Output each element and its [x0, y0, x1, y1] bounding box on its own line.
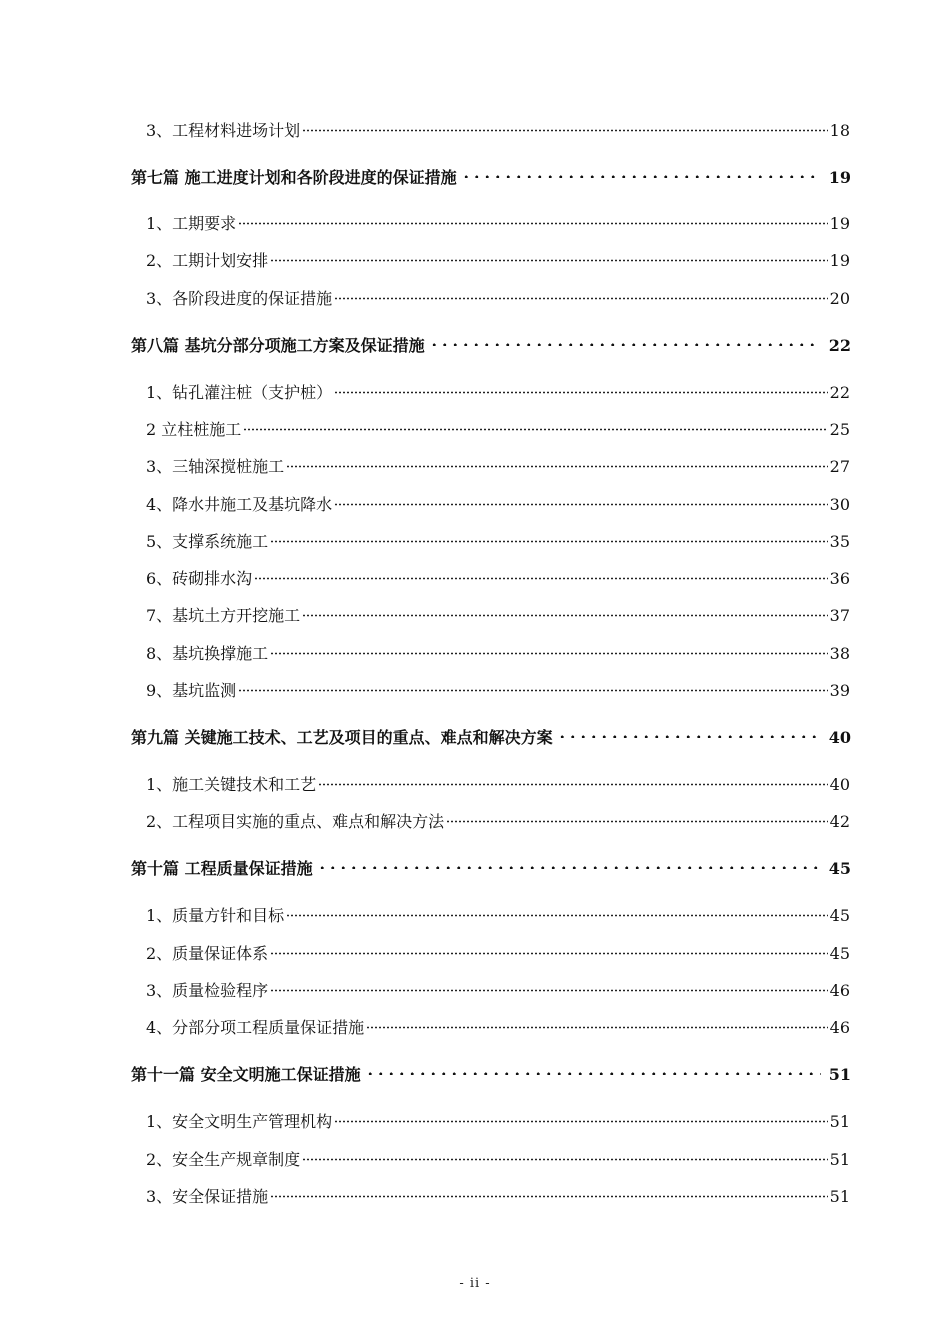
toc-entry-title: 4、分部分项工程质量保证措施 [146, 1018, 365, 1037]
toc-entry-title: 7、基坑土方开挖施工 [146, 606, 301, 625]
toc-page-number: 46 [829, 1018, 850, 1037]
dot-leader [557, 735, 821, 738]
toc-item[interactable] [146, 213, 850, 235]
toc-item[interactable] [146, 250, 850, 272]
toc-page-number: 42 [829, 812, 850, 831]
toc-page-number: 51 [829, 1150, 850, 1169]
toc-item[interactable] [146, 811, 850, 833]
dot-leader [286, 914, 827, 917]
dot-leader [461, 175, 821, 178]
dot-leader [334, 1120, 827, 1123]
toc-page-number: 39 [829, 681, 850, 700]
toc-entry-title: 1、安全文明生产管理机构 [146, 1112, 333, 1131]
dot-leader [366, 1026, 827, 1029]
toc-item[interactable] [146, 531, 850, 553]
toc-page-number: 40 [828, 728, 851, 747]
toc-page-number: 18 [829, 121, 850, 140]
dot-leader [334, 391, 827, 394]
dot-leader [270, 989, 827, 992]
toc-page-number: 22 [828, 336, 851, 355]
toc-item[interactable] [146, 774, 850, 796]
dot-leader [238, 689, 827, 692]
toc-entry-title: 1、工期要求 [146, 214, 237, 233]
toc-item[interactable] [146, 494, 850, 516]
toc-page-number: 27 [829, 457, 850, 476]
toc-entry-title: 2 立柱桩施工 [146, 420, 242, 439]
toc-entry-title: 1、施工关键技术和工艺 [146, 775, 317, 794]
toc-page-number: 30 [829, 495, 850, 514]
toc-page-number: 22 [829, 383, 850, 402]
dot-leader [302, 1158, 827, 1161]
toc-entry-title: 5、支撑系统施工 [146, 532, 269, 551]
dot-leader [317, 866, 821, 869]
dot-leader [429, 343, 821, 346]
toc-item[interactable] [146, 943, 850, 965]
toc-page-number: 37 [829, 606, 850, 625]
dot-leader [334, 503, 827, 506]
toc-item[interactable] [146, 680, 850, 702]
toc-page-number: 40 [829, 775, 850, 794]
dot-leader [270, 1195, 827, 1198]
toc-item[interactable] [146, 288, 850, 310]
toc-entry-title: 3、质量检验程序 [146, 981, 269, 1000]
toc-page-number: 51 [829, 1112, 850, 1131]
toc-item[interactable] [146, 1111, 850, 1133]
toc-entry-title: 4、降水井施工及基坑降水 [146, 495, 333, 514]
toc-item[interactable] [146, 1186, 850, 1208]
toc-entry-title: 3、工程材料进场计划 [146, 121, 301, 140]
toc-entry-title: 2、安全生产规章制度 [146, 1150, 301, 1169]
toc-page-number: 38 [829, 644, 850, 663]
dot-leader [270, 259, 827, 262]
toc-item[interactable] [146, 419, 850, 441]
toc-page-number: 51 [829, 1187, 850, 1206]
dot-leader [302, 614, 827, 617]
toc-chapter[interactable] [131, 167, 851, 189]
dot-leader [318, 783, 827, 786]
dot-leader [270, 952, 827, 955]
toc-item[interactable] [146, 1149, 850, 1171]
toc-page-number: 36 [829, 569, 850, 588]
toc-entry-title: 第八篇 基坑分部分项施工方案及保证措施 [131, 336, 425, 355]
toc-page-number: 45 [828, 859, 851, 878]
toc-page-number: 20 [829, 289, 850, 308]
toc-item[interactable] [146, 456, 850, 478]
toc-entry-title: 6、砖砌排水沟 [146, 569, 253, 588]
toc-page-number: 51 [828, 1065, 851, 1084]
toc-entry-title: 3、安全保证措施 [146, 1187, 269, 1206]
toc-entry-title: 3、三轴深搅桩施工 [146, 457, 285, 476]
toc-page-number: 25 [829, 420, 850, 439]
toc-item[interactable] [146, 568, 850, 590]
toc-chapter[interactable] [131, 1064, 851, 1086]
toc-item[interactable] [146, 905, 850, 927]
toc-page-number: 19 [828, 168, 851, 187]
page-number: - ii - [459, 1276, 491, 1291]
toc-item[interactable] [146, 980, 850, 1002]
toc-item[interactable] [146, 120, 850, 142]
dot-leader [254, 577, 827, 580]
dot-leader [365, 1072, 821, 1075]
toc-item[interactable] [146, 643, 850, 665]
toc-item[interactable] [146, 605, 850, 627]
toc-entry-title: 第十一篇 安全文明施工保证措施 [131, 1065, 361, 1084]
toc-entry-title: 2、工程项目实施的重点、难点和解决方法 [146, 812, 445, 831]
dot-leader [446, 820, 827, 823]
toc-chapter[interactable] [131, 858, 851, 880]
dot-leader [243, 428, 827, 431]
toc-entry-title: 3、各阶段进度的保证措施 [146, 289, 333, 308]
toc-chapter[interactable] [131, 727, 851, 749]
toc-entry-title: 8、基坑换撑施工 [146, 644, 269, 663]
toc-page-number: 45 [829, 944, 850, 963]
dot-leader [334, 297, 827, 300]
toc-item[interactable] [146, 1017, 850, 1039]
toc-entry-title: 9、基坑监测 [146, 681, 237, 700]
toc-item[interactable] [146, 382, 850, 404]
toc-entry-title: 第七篇 施工进度计划和各阶段进度的保证措施 [131, 168, 457, 187]
toc-page-number: 46 [829, 981, 850, 1000]
toc-chapter[interactable] [131, 335, 851, 357]
dot-leader [270, 652, 827, 655]
toc-entry-title: 第十篇 工程质量保证措施 [131, 859, 313, 878]
dot-leader [302, 129, 827, 132]
toc-page-number: 19 [829, 251, 850, 270]
toc-page-number: 45 [829, 906, 850, 925]
dot-leader [270, 540, 827, 543]
toc-entry-title: 1、钻孔灌注桩（支护桩） [146, 383, 333, 402]
dot-leader [286, 465, 827, 468]
toc-entry-title: 1、质量方针和目标 [146, 906, 285, 925]
toc-entry-title: 2、工期计划安排 [146, 251, 269, 270]
toc-page-number: 35 [829, 532, 850, 551]
toc-page-number: 19 [829, 214, 850, 233]
toc-entry-title: 第九篇 关键施工技术、工艺及项目的重点、难点和解决方案 [131, 728, 553, 747]
dot-leader [238, 222, 827, 225]
toc-entry-title: 2、质量保证体系 [146, 944, 269, 963]
